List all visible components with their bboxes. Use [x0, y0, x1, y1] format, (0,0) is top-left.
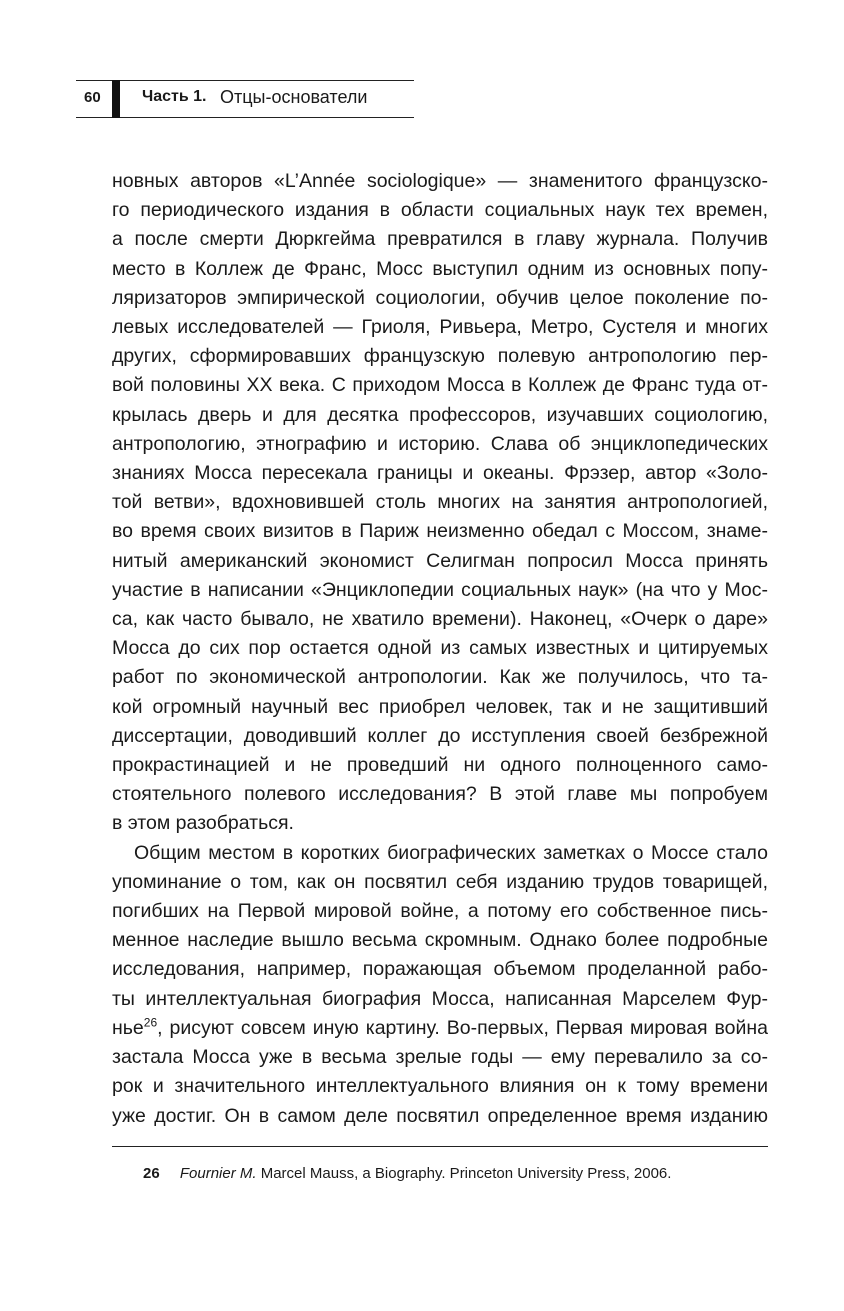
footnote-reference[interactable]: 26 — [143, 1015, 158, 1030]
text-line: уже достиг. Он в самом деле посвятил определенное время изданию — [112, 1104, 768, 1127]
text-line: ляризаторов эмпирической социологии, обучив целое поколение по- — [112, 286, 768, 309]
text-line: новных авторов «L’Année sociologique» — знаменитого французско- — [112, 170, 768, 192]
text-line: нитый американский экономист Селигман попросил Мосса принять — [112, 549, 768, 572]
text-line: го периодического издания в области социальных наук тех времен, — [112, 199, 768, 222]
text-line: участие в написании «Энциклопедии социальных наук» (на что у Мос- — [112, 578, 768, 601]
paragraph-2 — [112, 839, 768, 1131]
text-line: других, сформировавших французскую полевую антропологию пер- — [112, 345, 768, 368]
footnote-divider — [112, 1146, 768, 1147]
text-line: погибших на Первой мировой войне, а потому его собственное пись- — [112, 900, 768, 923]
text-line: антропологию, этнографию и историю. Слава об энциклопедических — [112, 432, 768, 455]
text-line: Общим местом в коротких биографических заметках о Моссе стало — [134, 841, 768, 864]
chapter-title: Отцы-основатели — [220, 87, 368, 107]
text-line: менное наследие вышло весьма скромным. Однако более подробные — [112, 929, 768, 952]
text-line: Мосса до сих пор остается одной из самых известных и цитируемых — [112, 637, 768, 660]
body-text — [112, 167, 768, 1131]
text-line: крылась дверь и для десятка профессоров, изучавших социологию, — [112, 403, 768, 426]
footnote-author: Fournier M. — [179, 1165, 257, 1182]
text-line: рок и значительного интеллектуального влияния он к тому времени — [112, 1075, 768, 1098]
text-line: место в Коллеж де Франс, Мосс выступил одним из основных попу- — [112, 257, 768, 280]
text-line: а после смерти Дюркгейма превратился в главу журнала. Получив — [112, 228, 768, 251]
text-fragment: нье — [112, 1016, 144, 1039]
footnote-text: Marcel Mauss, a Biography. Princeton University Press, 2006. — [260, 1165, 672, 1182]
text-line-footnote-ref — [112, 1014, 768, 1043]
text-line: диссертации, доводивший коллег до исступления своей безбрежной — [112, 724, 768, 747]
text-line: во время своих визитов в Париж неизменно обедал с Моссом, знаме- — [112, 520, 768, 543]
text-line: застала Мосса уже в весьма зрелые годы — ему перевалило за со- — [112, 1046, 768, 1069]
text-line: в этом разобраться. — [112, 812, 294, 835]
text-line: прокрастинацией и не проведший ни одного полноценного само- — [112, 754, 768, 777]
text-line: упоминание о том, как он посвятил себя изданию трудов товарищей, — [112, 870, 768, 893]
footnote — [143, 1165, 671, 1182]
paragraph-1 — [112, 167, 768, 839]
paragraph-2-end — [112, 1043, 768, 1131]
paragraph-2-start — [112, 839, 768, 1014]
text-line: знаниях Мосса пересекала границы и океаны. Фрэзер, автор «Золо- — [112, 462, 768, 485]
text-line: исследования, например, поражающая объемом проделанной рабо- — [112, 958, 768, 981]
text-fragment: , рисуют совсем иную картину. Во-первых, Первая мировая война — [157, 1016, 768, 1039]
text-line: кой огромный научный вес приобрел человек, так и не защитивший — [112, 695, 768, 718]
text-line: той ветви», вдохновившей столь многих на занятия антропологией, — [112, 491, 768, 514]
footnote-number: 26 — [143, 1165, 160, 1182]
running-header — [76, 80, 414, 118]
text-line: са, как часто бывало, не хватило времени). Наконец, «Очерк о даре» — [112, 608, 768, 631]
text-line: работ по экономической антропологии. Как же получилось, что та- — [112, 666, 768, 689]
text-line: вой половины XX века. С приходом Мосса в Коллеж де Франс туда от- — [112, 374, 768, 397]
page-number: 60 — [84, 89, 101, 106]
header-divider-bar — [112, 80, 120, 118]
part-label: Часть 1. — [142, 88, 207, 105]
text-line: стоятельного полевого исследования? В этой главе мы попробуем — [112, 783, 768, 806]
text-line: ты интеллектуальная биография Мосса, написанная Марселем Фур- — [112, 987, 768, 1010]
text-line: левых исследователей — Гриоля, Ривьера, Метро, Сустеля и многих — [112, 316, 768, 339]
